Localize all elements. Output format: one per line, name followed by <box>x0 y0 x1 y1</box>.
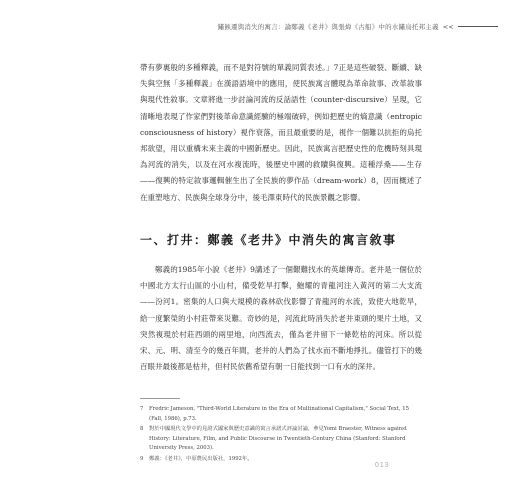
body-paragraph-2: 鄭義的1985年小說《老井》9講述了一個艱難找水的英雄傳奇。老井是一個位於中國北方太行山區的小山村，備受乾旱打擊，鮑耀的青龍河注入黃河的第二大支流——汾河1。密集的人口與大規模的森林砍伐影響了青龍河的水流，致使大地乾旱，給一度繁榮的小村莊帶來災難。奇妙的是，河流此時消失於老井東頭的果片土地，又突然複現於村莊西頭的兩里地，向西流去，僅為老井留下一條乾枯的河床。所以從宋、元、明、清至今的幾百年間，老井的人們為了找水而不斷地掙扎。儘管打下的幾百眼井最後都是枯井，但村民依舊希望有朝一日能找到一口有水的深井。 <box>140 265 422 372</box>
section-heading: 一、打井：鄭義《老井》中消失的寓言敘事 <box>140 233 397 247</box>
footnote-number: 9 <box>140 455 144 462</box>
footnote-text: Fredric Jameson, "Third-World Literature in the Era of Multinational Capitalism," Social Text, 15 (Fall, 1986), p.73. <box>149 406 409 422</box>
footnote-number: 7 <box>140 406 144 412</box>
footnote-divider <box>140 398 180 399</box>
footnote-number: 8 <box>140 426 144 433</box>
running-header <box>130 22 498 31</box>
footnotes <box>140 405 420 466</box>
footnote-item <box>140 425 420 454</box>
page-number: 013 <box>375 462 390 469</box>
header-rule <box>458 26 498 27</box>
body-paragraph-1: 帶有夢裏般的多種釋義，而不是對符號的單義同質表述。」7正是這些破裂、斷續、缺失與空無「多種釋義」在漢語語境中的應用，使民族寓言體現為革命敘事、改革敘事與現代性敘事。文章將進一步討論河流的反話語性（counter-discursive）呈現，它清晰地表現了作家們對後革命意識經驗的極端破碎，例如把歷史的熵意識（entropic consciousness of history）視作衰落，而且最重要的是，視作一個難以抗拒的烏托邦欲望，用以重構未來主義的中國新歷史。因此，民族寓言把歷史性的危機時刻具現為河流的消失，以及在河水複流時，後歷史中國的救贖與復興。這種浮桑——生存——復興的特定敘事邏輯催生出了全民族的夢作品（dream-work）8，因而概述了在重塑地方、民族與全球身分中，後毛澤東時代的民族景觀之影響。 <box>140 63 422 202</box>
footnote-text: 對於中國現代文學中的見證式國家與歷史意識的寓言承諾式評論討論，參見Yomi Braester, Witness against History: Literature, Film, and Public Discourse in Twentieth-Century China (Stanford: Stanford University Press, 2003). <box>149 426 407 452</box>
footnote-item <box>140 405 420 424</box>
running-title: 鏽蝕遷與消失的寓言：論鄭義《老井》與張煒《古船》中的水鏽烏托邦主義 <box>217 23 439 31</box>
footnote-text: 鄭義：《老井》，中原農民出版社，1992年。 <box>149 455 253 462</box>
header-marker: << <box>442 22 454 31</box>
